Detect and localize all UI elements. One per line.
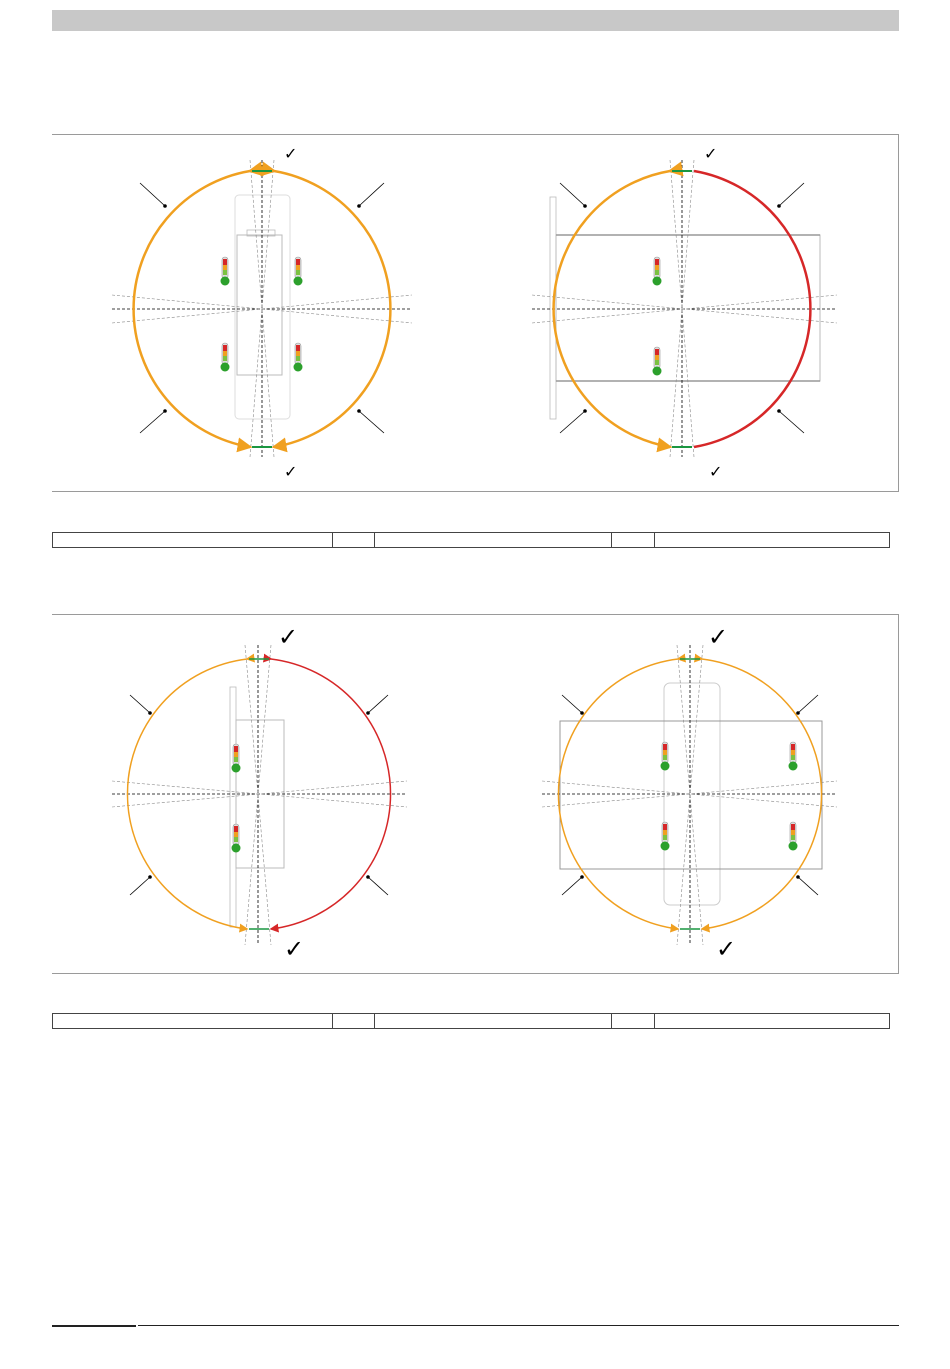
check-icon: ✓ <box>284 144 298 163</box>
table-cell <box>53 1014 333 1029</box>
figure-1 <box>52 134 899 492</box>
right-diagram-2 <box>542 623 837 963</box>
check-icon: ✓ <box>709 462 723 481</box>
check-icon: ✓ <box>704 144 718 163</box>
table-cell <box>655 533 890 548</box>
figure-2 <box>52 614 899 974</box>
table-cell <box>333 1014 375 1029</box>
check-icon: ✓ <box>284 935 305 963</box>
table-cell <box>655 1014 890 1029</box>
left-diagram-2 <box>112 623 407 963</box>
thermometer-icon <box>294 257 303 286</box>
thermometer-icon <box>789 822 798 851</box>
table-cell <box>375 1014 612 1029</box>
figure-2-drawing <box>52 615 899 975</box>
table-cell <box>333 533 375 548</box>
thermometer-icon <box>789 742 798 771</box>
thermometer-icon <box>661 822 670 851</box>
thermometer-icon <box>232 744 241 773</box>
right-diagram-1 <box>532 144 837 481</box>
check-icon: ✓ <box>278 623 299 651</box>
check-icon: ✓ <box>284 462 298 481</box>
header-bar <box>52 10 899 31</box>
thermometer-icon <box>232 824 241 853</box>
figure-1-drawing <box>52 135 899 493</box>
spec-table-2 <box>52 1013 890 1029</box>
spec-table-1 <box>52 532 890 548</box>
thermometer-icon <box>221 343 230 372</box>
table-cell <box>612 1014 655 1029</box>
check-icon: ✓ <box>708 623 729 651</box>
thermometer-icon <box>294 343 303 372</box>
thermometer-icon <box>221 257 230 286</box>
thermometer-icon <box>653 347 662 376</box>
footer-rule-right <box>138 1325 899 1326</box>
thermometer-icon <box>653 257 662 286</box>
table-cell <box>53 533 333 548</box>
footer-rule-left <box>52 1325 136 1327</box>
table-cell <box>612 533 655 548</box>
thermometer-icon <box>661 742 670 771</box>
table-cell <box>375 533 612 548</box>
check-icon: ✓ <box>716 935 737 963</box>
left-diagram-1 <box>112 144 412 481</box>
